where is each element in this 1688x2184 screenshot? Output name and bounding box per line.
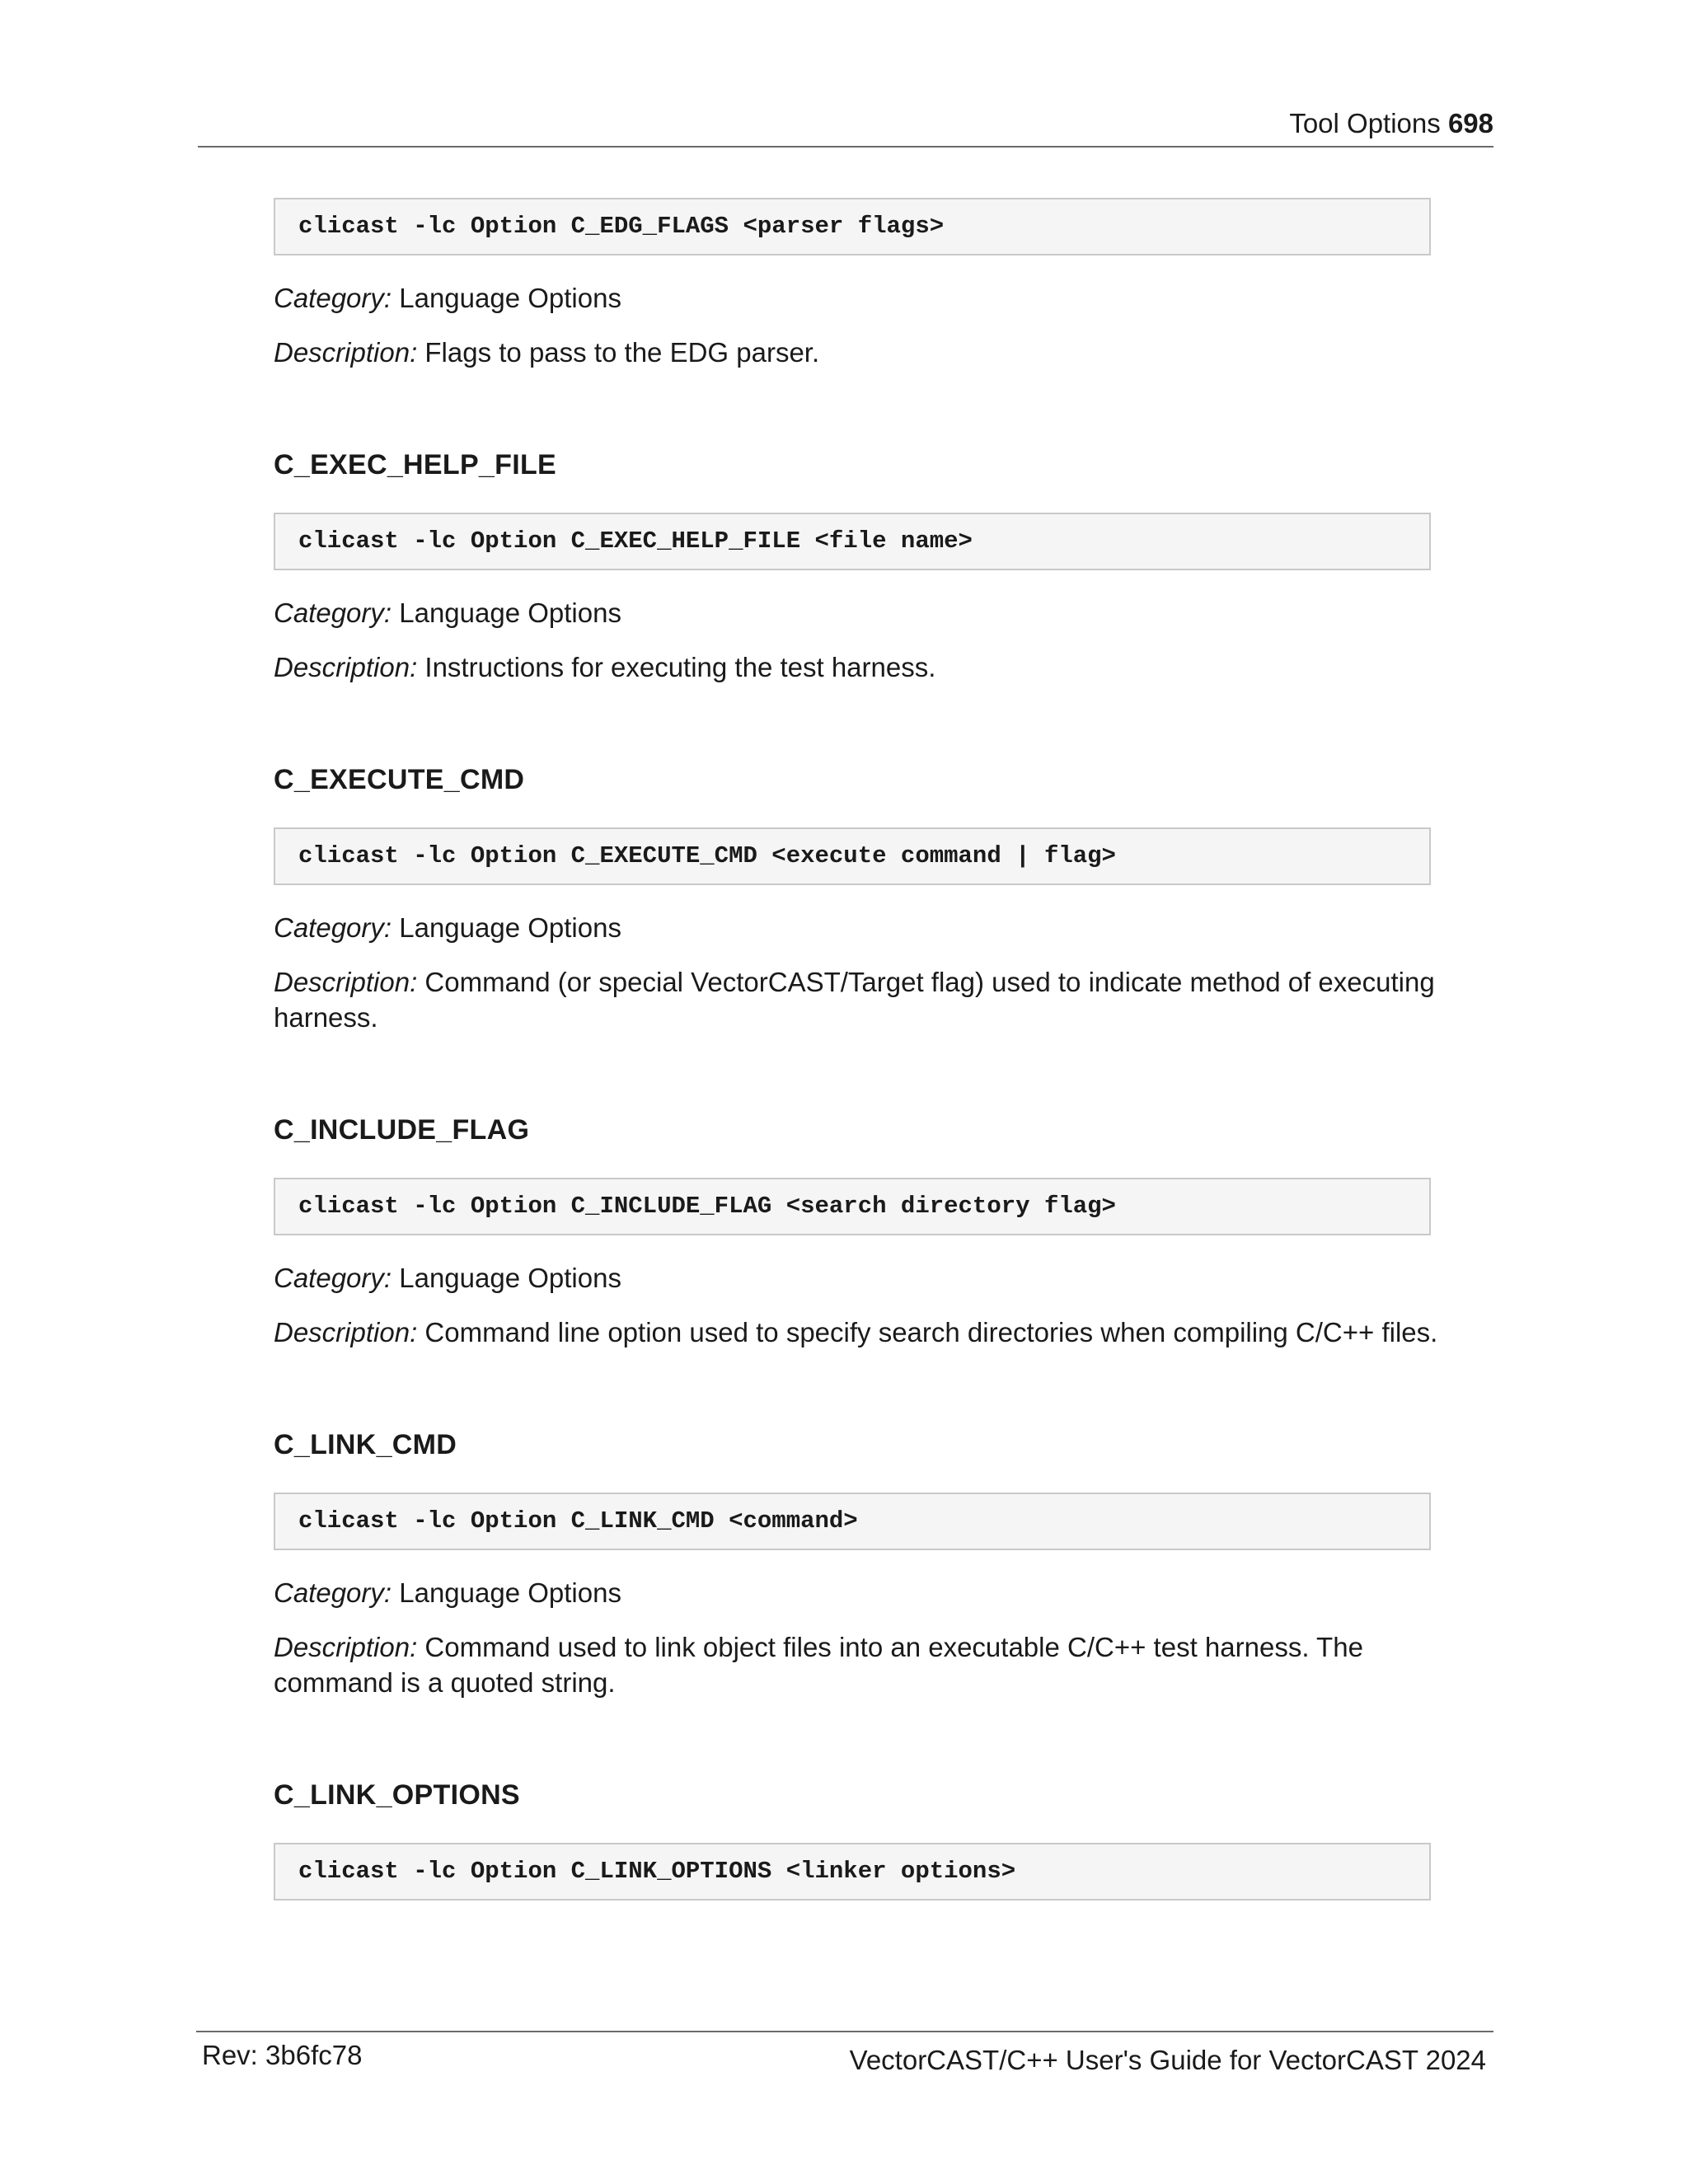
description-label: Description: [274,337,418,368]
description-label: Description: [274,1632,418,1662]
description-line [274,649,1477,685]
description-label: Description: [274,652,418,682]
command-code-block: clicast -lc Option C_EXEC_HELP_FILE <file name> [274,513,1431,570]
option-title: C_INCLUDE_FLAG [274,1114,530,1146]
page-content [274,198,1477,1900]
header-page-number: 698 [1447,108,1493,138]
category-line [274,1575,1477,1610]
command-code-block: clicast -lc Option C_LINK_CMD <command> [274,1493,1431,1550]
option-c-exec-help-file [274,447,1477,685]
option-c-include-flag [274,1112,1477,1350]
command-code-block: clicast -lc Option C_INCLUDE_FLAG <search directory flag> [274,1178,1431,1235]
category-value: Language Options [392,1577,621,1608]
command-code-block: clicast -lc Option C_EDG_FLAGS <parser flags> [274,198,1431,255]
option-c-edg-flags [274,198,1477,370]
category-label: Category: [274,1263,392,1293]
description-value: Flags to pass to the EDG parser. [417,337,820,368]
description-line [274,1629,1477,1700]
category-line [274,910,1477,945]
category-label: Category: [274,598,392,628]
option-title: C_EXECUTE_CMD [274,764,525,795]
description-value: Command used to link object files into an executable C/C++ test harness. The command is a quoted string. [274,1632,1363,1698]
category-line [274,1260,1477,1296]
footer-revision: Rev: 3b6fc78 [202,2040,363,2070]
description-value: Instructions for executing the test harness. [417,652,936,682]
command-code-block: clicast -lc Option C_LINK_OPTIONS <linker options> [274,1843,1431,1900]
category-label: Category: [274,1577,392,1608]
option-c-link-options [274,1777,1477,1900]
description-label: Description: [274,967,418,997]
option-title: C_LINK_CMD [274,1429,457,1460]
option-title: C_LINK_OPTIONS [274,1779,520,1811]
footer-guide-title: VectorCAST/C++ User's Guide for VectorCAST 2024 [849,2045,1486,2075]
page-header [198,103,1493,144]
category-line [274,595,1477,630]
description-line [274,964,1477,1035]
header-divider [198,146,1493,148]
description-value: Command (or special VectorCAST/Target flag) used to indicate method of executing harness. [274,967,1435,1033]
option-c-execute-cmd [274,762,1477,1035]
category-value: Language Options [392,1263,621,1293]
category-label: Category: [274,283,392,313]
description-line [274,1315,1477,1350]
category-line [274,280,1477,316]
header-section-title: Tool Options [1289,108,1441,138]
option-c-link-cmd [274,1427,1477,1700]
category-value: Language Options [392,912,621,943]
category-value: Language Options [392,598,621,628]
description-value: Command line option used to specify search directories when compiling C/C++ files. [417,1317,1438,1347]
category-value: Language Options [392,283,621,313]
command-code-block: clicast -lc Option C_EXECUTE_CMD <execute command | flag> [274,827,1431,885]
description-label: Description: [274,1317,418,1347]
category-label: Category: [274,912,392,943]
option-title: C_EXEC_HELP_FILE [274,449,557,480]
description-line [274,335,1477,370]
footer-divider [196,2031,1493,2032]
